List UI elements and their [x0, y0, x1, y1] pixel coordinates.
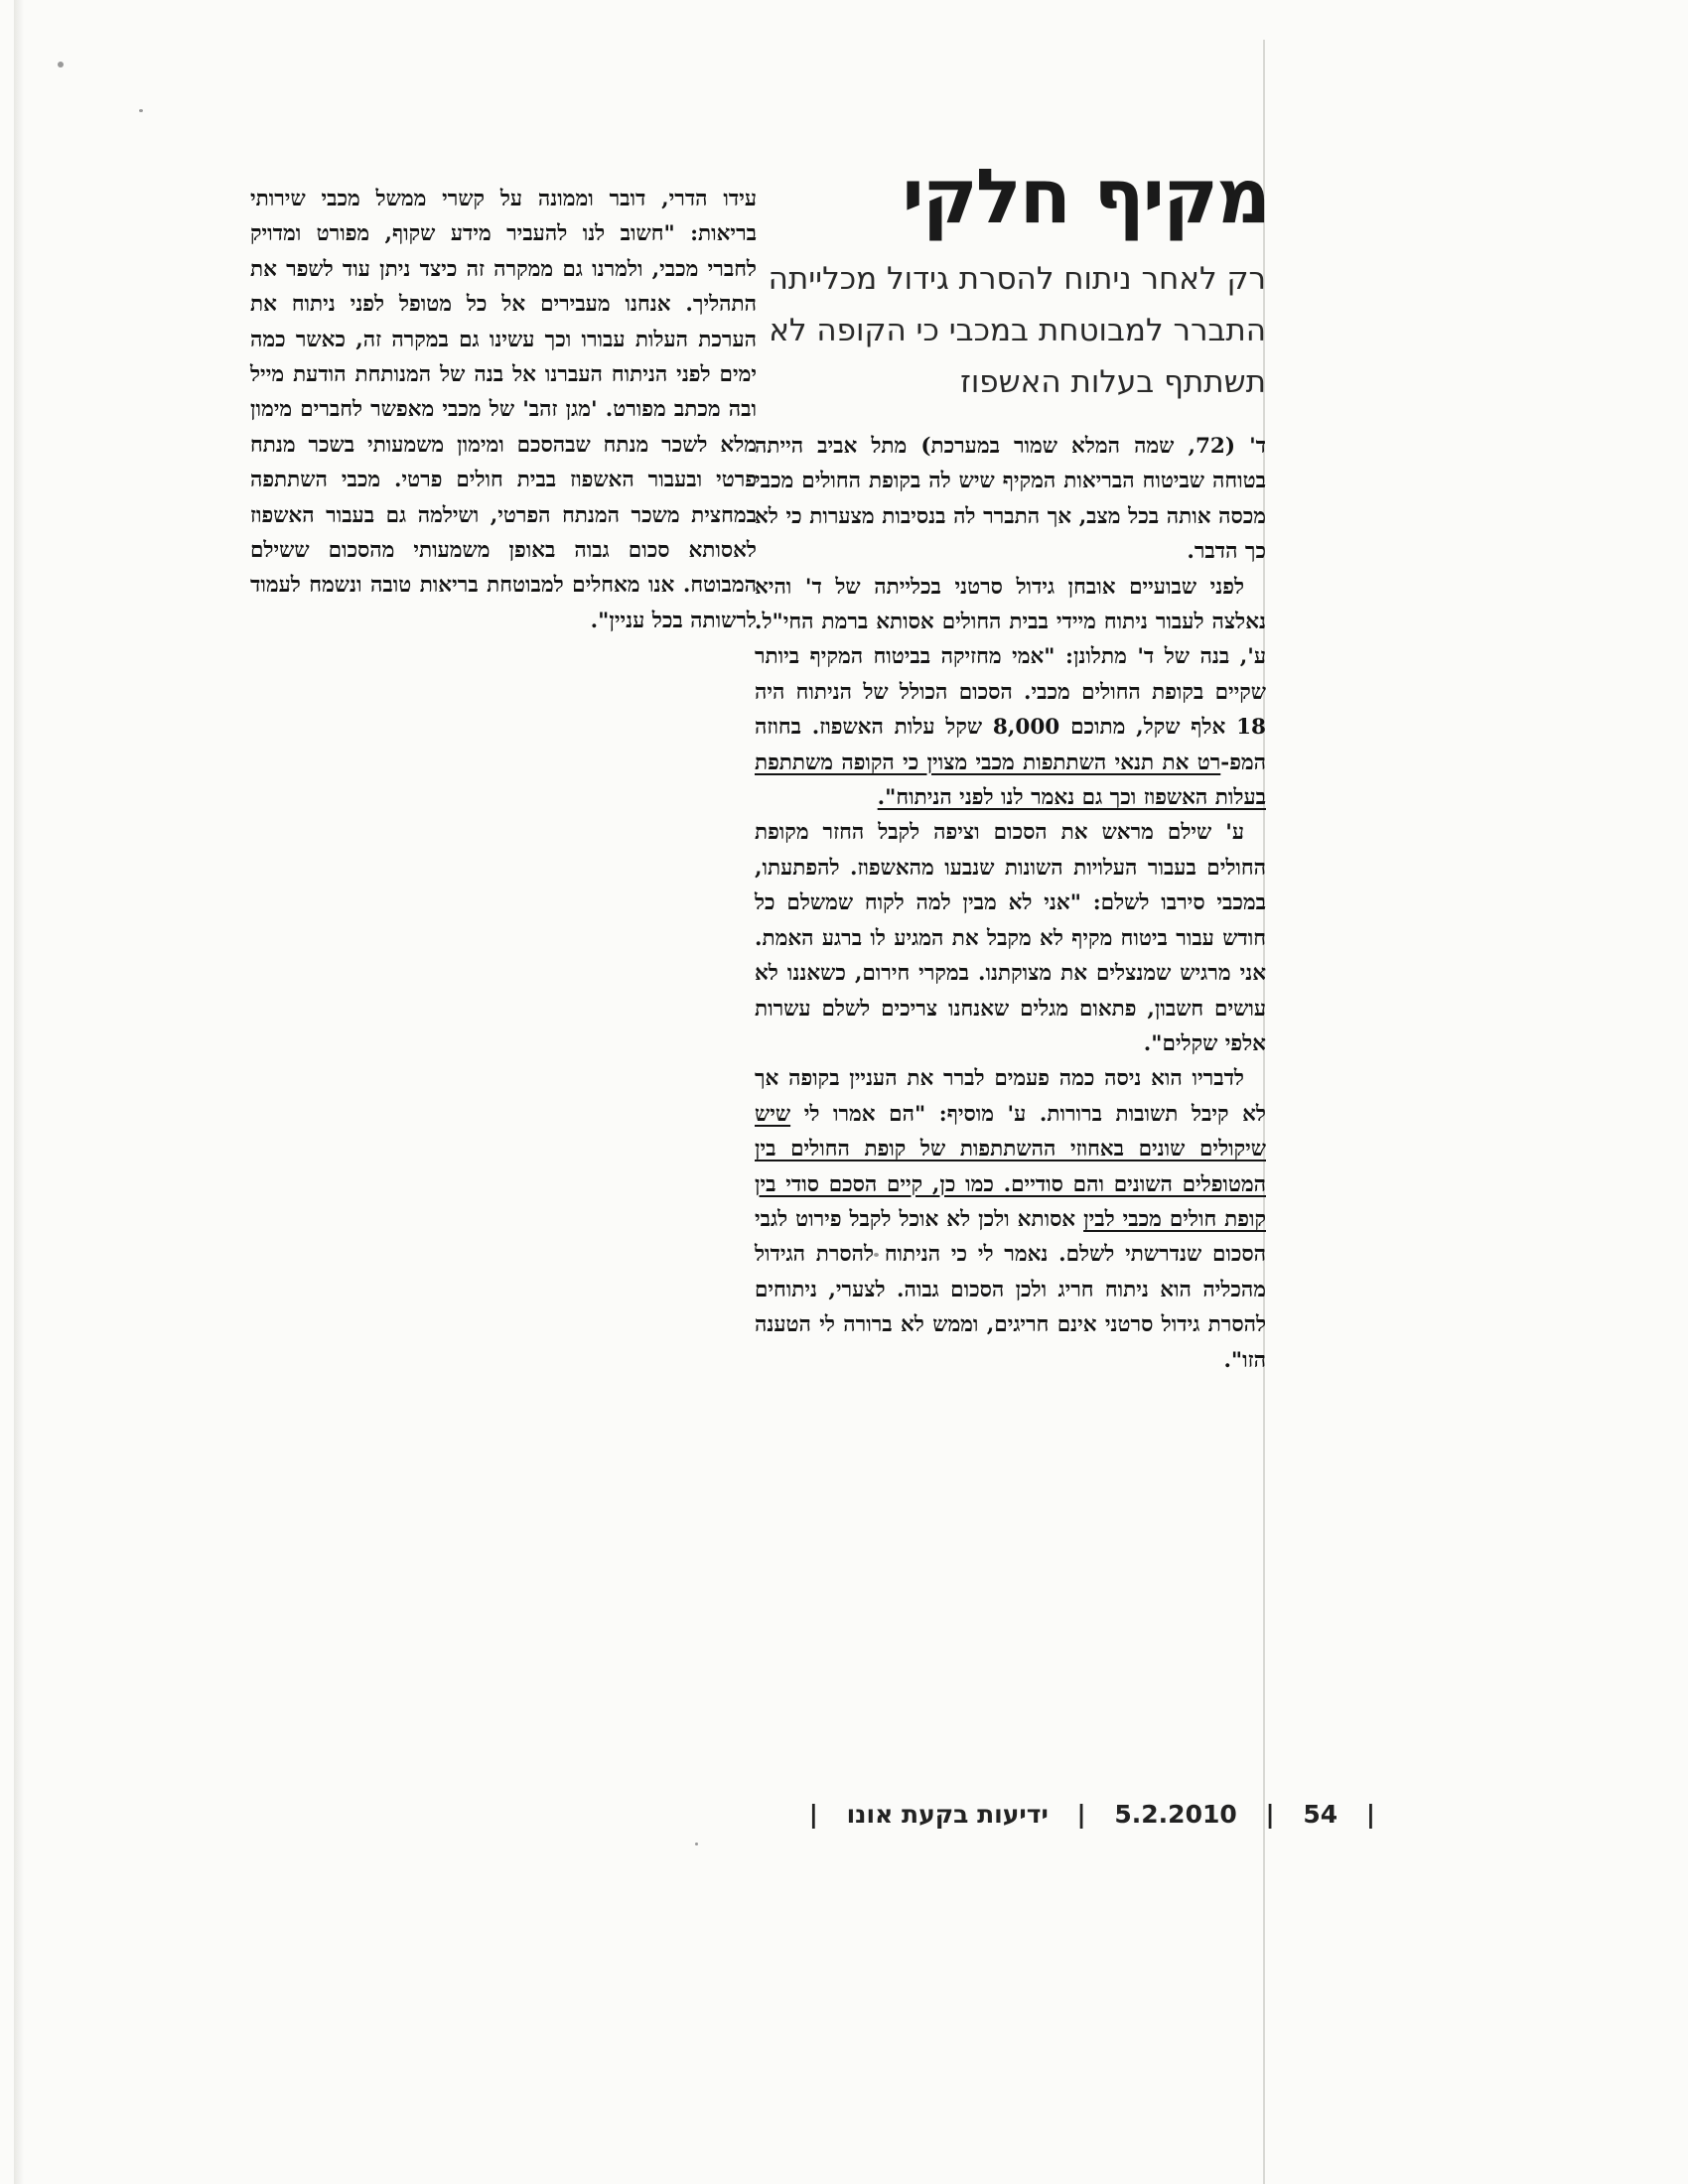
- scan-speck: [695, 1843, 698, 1845]
- scan-left-edge: [14, 0, 24, 2184]
- scan-speck: [139, 109, 143, 112]
- paragraph-text: לדבריו הוא ניסה כמה פעמים לברר את העניין בקופה אך לא קיבל תשובות ברורות. ע' מוסיף: "הם אמרו לי: [755, 1066, 1266, 1127]
- paragraph-text: אסותא ולכן לא אוכל לקבל פירוט לגבי הסכום שנדרשתי לשלם. נאמר לי כי הניתוח להסרת הגידול מהכליה הוא ניתוח חריג ולכן הסכום גבוה. לצערי, ניתוחים להסרת גידול סרטני אינם חריגים, וממש לא ברורה לי הטענה הזו".: [755, 1206, 1266, 1373]
- article-subhead: רק לאחר ניתוח להסרת גידול מכלייתה התברר למבוטחת במכבי כי הקופה לא תשתתף בעלות האשפוז: [768, 261, 1266, 400]
- footer-separator: |: [1365, 1800, 1375, 1829]
- paragraph: ד' (72, שמה המלא שמור במערכת) מתל אביב הייתה בטוחה שביטוח הבריאות המקיף שיש לה בקופת החולים מכבי מכסה אותה בכל מצב, אך התברר לה בנסיבות מצערות כי לא כך הדבר.: [755, 434, 1266, 565]
- footer-page-number: 54: [1303, 1800, 1338, 1829]
- paragraph-text: לפני שבועיים אובחן גידול סרטני בכלייתה של ד' והיא נאלצה לעבור ניתוח מיידי בבית החולים אסותא ברמת החי"ל. ע', בנה של ד' מתלונן: "אמי מחזיקה בביטוח המקיף ביותר שקיים בקופת החולים מכבי. הסכום הכולל של הניתוח היה 18 אלף שקל, מתוכם 8,000 שקל עלות האשפוז. בחוזה המפ-: [755, 574, 1266, 775]
- page-footer: [799, 1800, 1385, 1829]
- paragraph: עידו הדרי, דובר וממונה על קשרי ממשל מכבי שירותי בריאות: "חשוב לנו להעביר מידע שקוף, מפורט ומדויק לחברי מכבי, ולמרנו גם ממקרה זה כיצד ניתן עוד לשפר את התהליך. אנחנו מעבירים אל כל מטופל לפני ניתוח את הערכת העלות עבורו וכך עשינו גם במקרה זה, כאשר כמה ימים לפני הניתוח העברנו אל בנה של המנותחת הודעת מייל ובה מכתב מפורט. 'מגן זהב' של מכבי מאפשר לחברים מימון מלא לשכר מנתח שבהסכם ומימון משמעותי בשכר מנתח פרטי ובעבור האשפוז בבית חולים פרטי. מכבי השתתפה במחצית משכר המנתח הפרטי, ושילמה גם בעבור האשפוז לאסותא סכום גבוה באופן משמעותי מהסכום ששילם המבוטח. אנו מאחלים למבוטחת בריאות טובה ונשמח לעמוד לרשותה בכל עניין".: [250, 187, 757, 633]
- article-column-left: [250, 182, 757, 638]
- article-column-right: [755, 429, 1266, 1378]
- scan-speck: [58, 62, 64, 68]
- footer-separator: |: [1076, 1800, 1086, 1829]
- underlined-quote: רט את תנאי השתתפות מכבי מצוין כי הקופה משתתפת בעלות האשפוז וכך גם נאמר לנו לפני הניתוח".: [755, 750, 1266, 811]
- footer-date: 5.2.2010: [1114, 1800, 1237, 1829]
- article-headline: מקיף חלקי: [902, 152, 1269, 240]
- underlined-quote: שיש שיקולים שונים באחוזי ההשתתפות של קופת החולים בין המטופלים השונים והם סודיים. כמו כן, קיים הסכם סודי בין קופת חולים מכבי לבין: [755, 1101, 1266, 1232]
- footer-separator: |: [1265, 1800, 1275, 1829]
- paragraph: ע' שילם מראש את הסכום וציפה לקבל החזר מקופת החולים בעבור העלויות השונות שנבעו מהאשפוז. להפתעתו, במכבי סירבו לשלם: "אני לא מבין למה לקוח שמשלם כל חודש עבור ביטוח מקיף לא מקבל את המגיע לו ברגע האמת. אני מרגיש שמנצלים את מצוקתנו. במקרי חירום, כשאננו לא עושים חשבון, פתאום מגלים שאנחנו צריכים לשלם עשרות אלפי שקלים".: [755, 820, 1266, 1056]
- footer-separator: |: [808, 1800, 818, 1829]
- paragraph: [755, 570, 1266, 816]
- footer-publication: ידיעות בקעת אונו: [846, 1800, 1049, 1829]
- paragraph: [755, 1061, 1266, 1378]
